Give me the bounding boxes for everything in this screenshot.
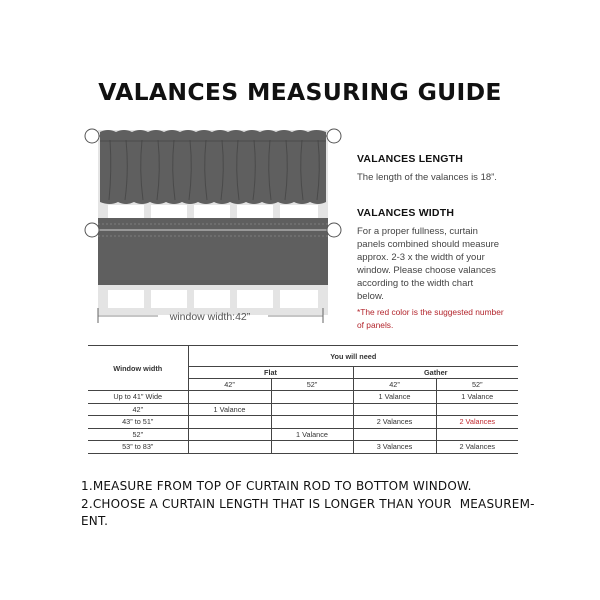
instruction-line: 2.CHOOSE A CURTAIN LENGTH THAT IS LONGER THAN YOUR MEASUREM- — [81, 496, 535, 511]
you-will-need-header: You will need — [188, 346, 518, 367]
flat-valance — [85, 218, 341, 285]
instructions — [81, 478, 535, 531]
gather-header: Gather — [353, 367, 518, 379]
table-row: Up to 41” Wide 1 Valance 1 Valance — [88, 391, 518, 404]
size-header: 52” — [436, 379, 518, 391]
length-text: The length of the valances is 18”. — [357, 172, 497, 183]
instruction-line: ENT. — [81, 514, 109, 528]
red-color-note: *The red color is the suggested number of panels. — [357, 307, 504, 330]
instruction-line: 1.MEASURE FROM TOP OF CURTAIN ROD TO BOTTOM WINDOW. — [81, 479, 472, 493]
window-width-header: Window width — [88, 346, 188, 391]
flat-header: Flat — [188, 367, 353, 379]
window-width-label: window width:42” — [169, 311, 251, 323]
table-row: 42” 1 Valance — [88, 403, 518, 416]
width-text: For a proper fullness, curtain panels combined should measure approx. 2-3 x the width of your window. Please choose valances according to the width chart below. — [357, 226, 500, 302]
length-section — [357, 153, 517, 184]
page-title: VALANCES MEASURING GUIDE — [98, 78, 502, 106]
table-row: 53” to 83” 3 Valances 2 Valances — [88, 441, 518, 454]
width-chart-table — [88, 345, 518, 454]
size-header: 42” — [188, 379, 271, 391]
size-header: 42” — [353, 379, 436, 391]
suggested-cell: 2 Valances — [436, 416, 518, 429]
gathered-valance — [85, 129, 341, 204]
size-header: 52” — [271, 379, 353, 391]
width-heading: VALANCES WIDTH — [357, 207, 455, 219]
table-row: 43” to 51” 2 Valances 2 Valances — [88, 416, 518, 429]
length-heading: VALANCES LENGTH — [357, 153, 464, 165]
valance-illustration — [78, 120, 348, 335]
width-section — [357, 207, 517, 332]
table-row: 52” 1 Valance — [88, 428, 518, 441]
